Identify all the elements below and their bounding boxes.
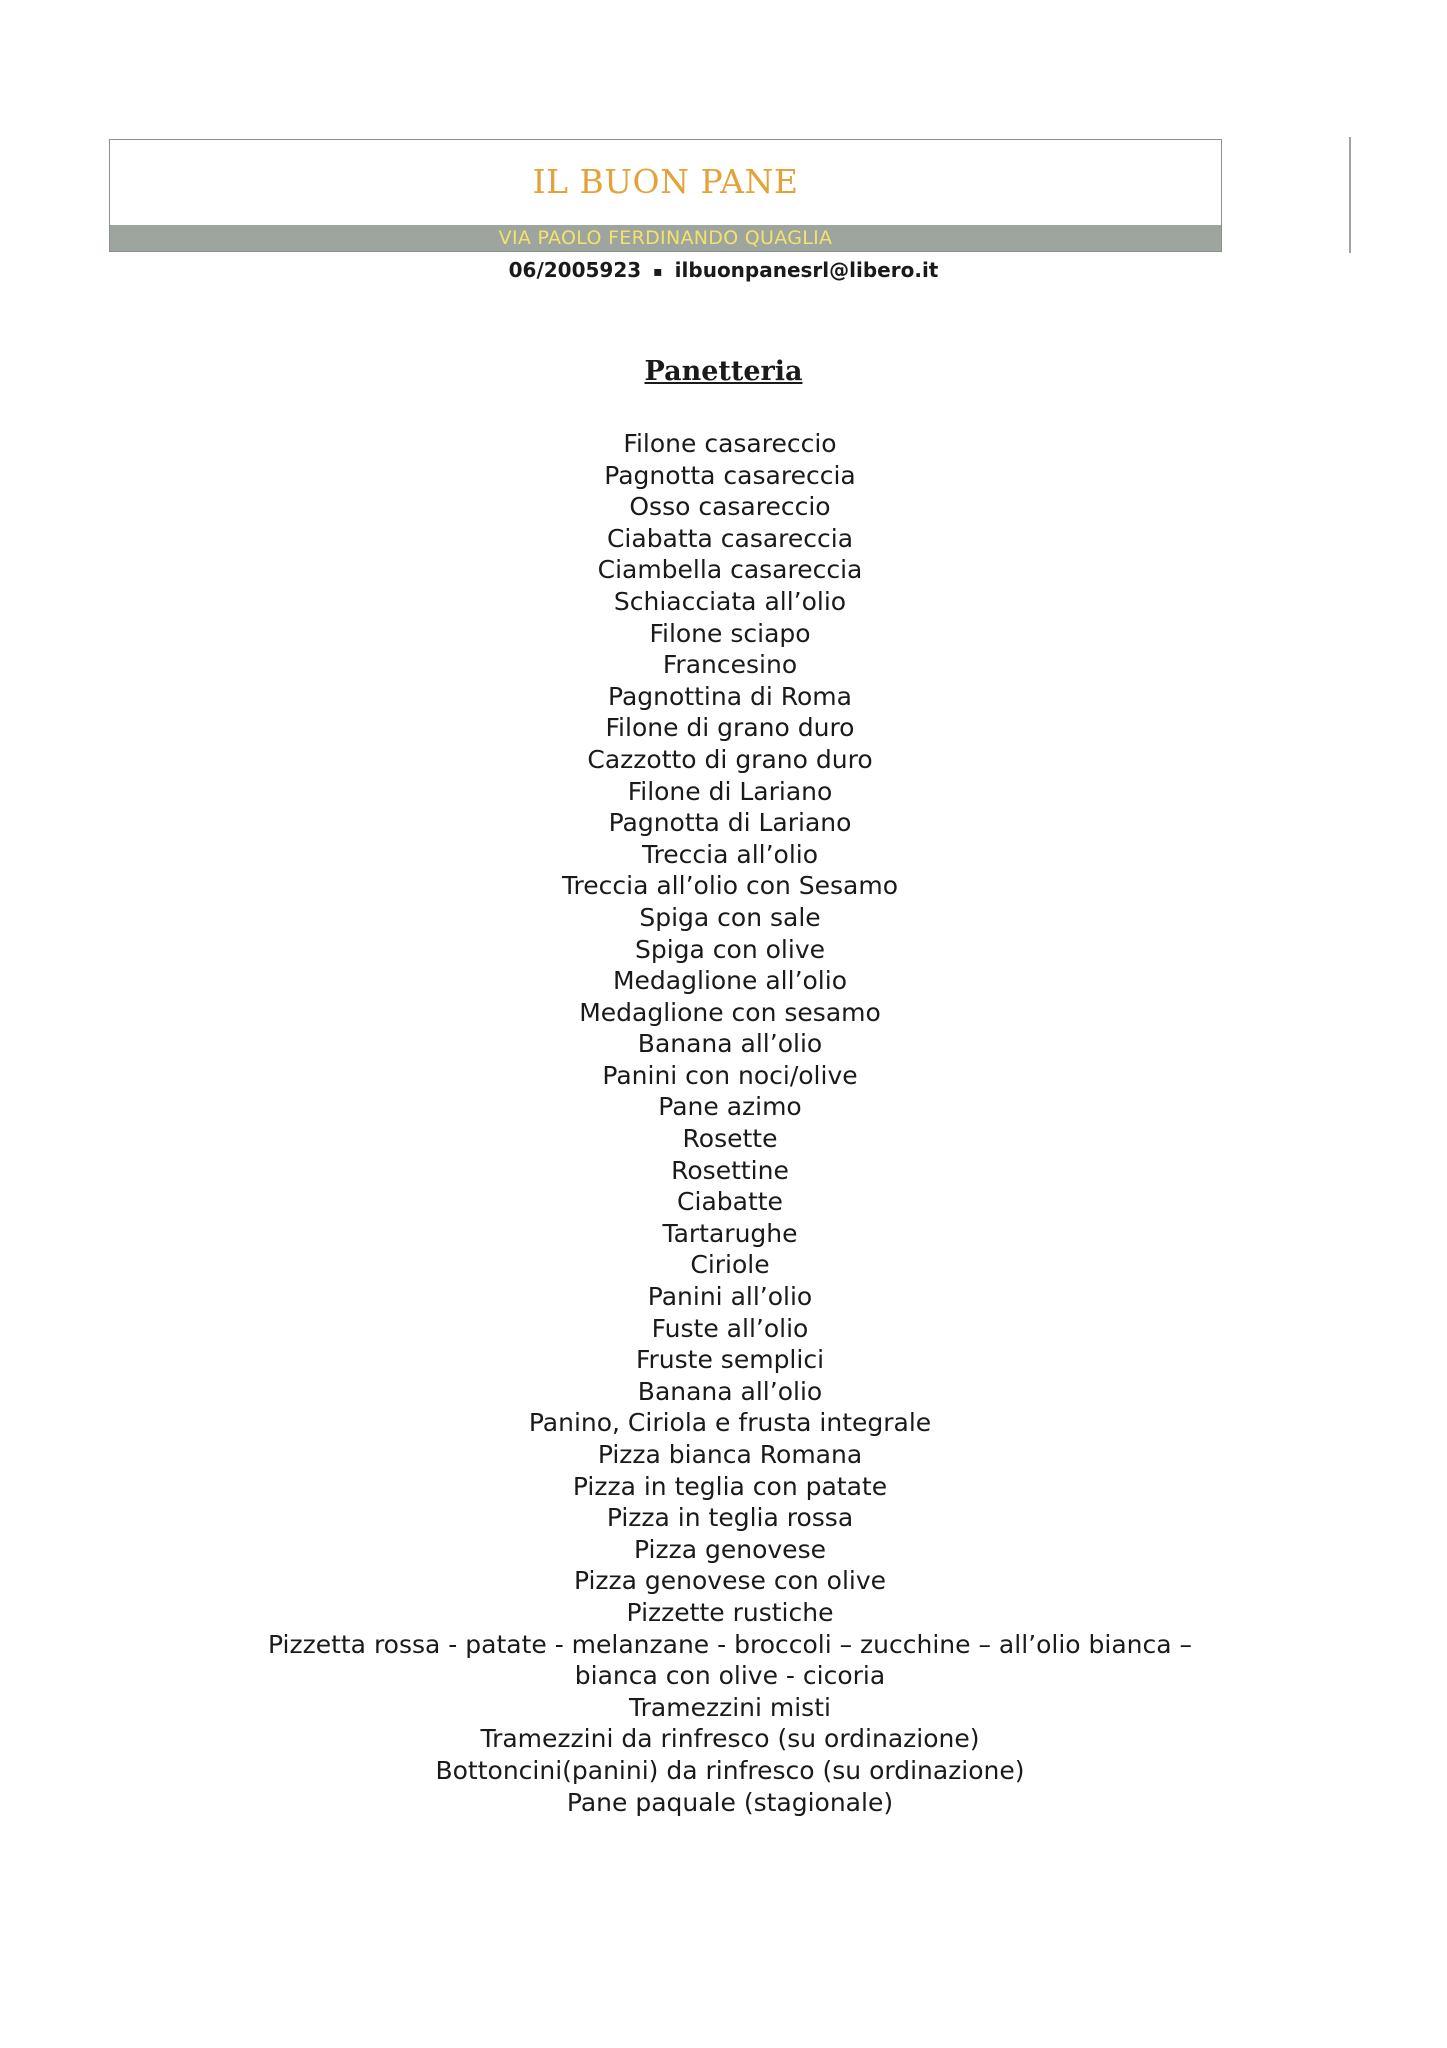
product-item: Medaglione all’olio xyxy=(612,966,847,996)
product-item: Treccia all’olio con Sesamo xyxy=(561,871,899,901)
product-item: Filone di Lariano xyxy=(627,776,833,806)
product-item: Tramezzini da rinfresco (su ordinazione) xyxy=(480,1724,980,1754)
shop-address: VIA PAOLO FERDINANDO QUAGLIA xyxy=(498,227,833,249)
product-item: Tramezzini misti xyxy=(629,1692,831,1722)
product-item: Ciriole xyxy=(690,1250,770,1280)
product-item: Spiga con sale xyxy=(639,902,821,932)
product-item: Schiacciata all’olio xyxy=(613,586,847,616)
product-item: Cazzotto di grano duro xyxy=(587,744,873,774)
contact-line xyxy=(0,258,1447,282)
product-item: Panini con noci/olive xyxy=(602,1060,858,1090)
product-item: Pizza genovese con olive xyxy=(573,1566,887,1596)
product-item: Pagnottina di Roma xyxy=(608,681,852,711)
header-box xyxy=(109,139,1222,252)
product-item: Panini all’olio xyxy=(647,1282,813,1312)
product-item: Ciabatta casareccia xyxy=(606,523,854,553)
product-item: Osso casareccio xyxy=(629,492,831,522)
product-item: Rosette xyxy=(682,1124,778,1154)
product-item: Fruste semplici xyxy=(635,1345,825,1375)
product-item: Pagnotta di Lariano xyxy=(608,808,852,838)
product-item: Francesino xyxy=(662,650,798,680)
shop-name: IL BUON PANE xyxy=(532,162,799,201)
product-item: Pizza bianca Romana xyxy=(597,1440,863,1469)
product-item: Pane azimo xyxy=(658,1092,802,1122)
product-item: Pane paquale (stagionale) xyxy=(566,1787,894,1817)
section-title: Panetteria xyxy=(644,356,803,387)
product-item: Panino, Ciriola e frusta integrale xyxy=(528,1408,932,1438)
product-item: Pizzette rustiche xyxy=(626,1597,834,1627)
product-item: Spiga con olive xyxy=(634,934,825,964)
product-item: Ciabatte xyxy=(677,1187,783,1217)
product-list xyxy=(180,428,1280,1818)
product-item: Pagnotta casareccia xyxy=(604,460,856,490)
product-item: Banana all’olio xyxy=(637,1029,823,1059)
product-item: Fuste all’olio xyxy=(651,1313,809,1343)
product-item: Filone sciapo xyxy=(649,618,811,648)
product-item: Rosettine xyxy=(671,1155,789,1185)
product-item: Ciambella casareccia xyxy=(597,555,863,585)
product-item: Treccia all’olio xyxy=(641,839,819,869)
product-item: Bottoncini(panini) da rinfresco (su ordinazione) xyxy=(435,1755,1025,1785)
product-item: Banana all’olio xyxy=(637,1376,823,1406)
bullet-separator: ▪ xyxy=(653,263,663,280)
product-item: Filone casareccio xyxy=(623,429,837,458)
product-item: Tartarughe xyxy=(662,1218,798,1248)
product-item: Pizza genovese xyxy=(634,1534,826,1564)
phone-number: 06/2005923 xyxy=(508,258,642,282)
product-item: Pizza in teglia rossa xyxy=(606,1503,854,1533)
email-address: ilbuonpanesrl@libero.it xyxy=(674,258,939,282)
product-item: bianca con olive - cicoria xyxy=(574,1661,886,1691)
product-item: Pizza in teglia con patate xyxy=(572,1471,888,1501)
product-item: Filone di grano duro xyxy=(605,713,855,743)
address-band xyxy=(110,225,1221,251)
side-rule xyxy=(1349,137,1351,253)
product-item: Pizzetta rossa - patate - melanzane - broccoli – zucchine – all’olio bianca – xyxy=(267,1629,1193,1659)
product-item: Medaglione con sesamo xyxy=(579,997,881,1027)
